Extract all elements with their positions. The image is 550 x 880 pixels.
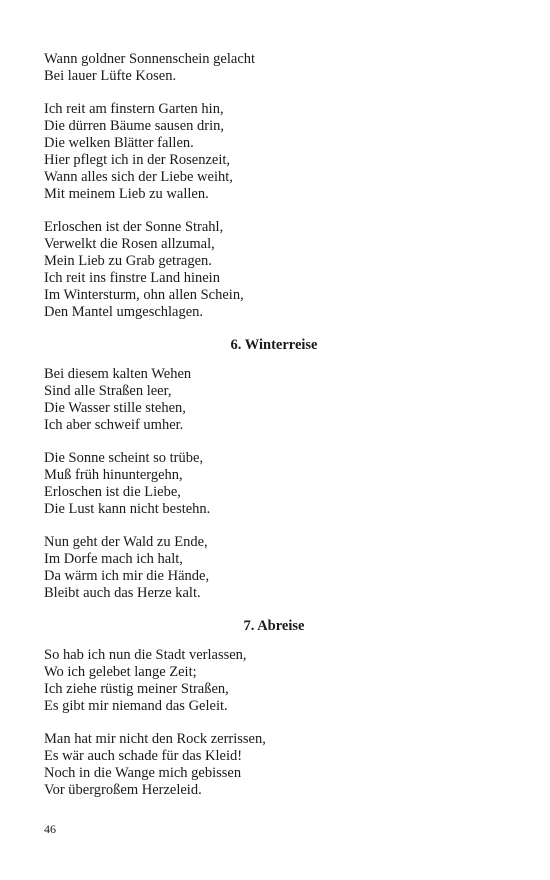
verse-line: Sind alle Straßen leer, [44, 383, 172, 399]
verse-line: Im Dorfe mach ich halt, [44, 551, 183, 567]
verse-line: Man hat mir nicht den Rock zerrissen, [44, 731, 266, 747]
stanza [44, 101, 504, 203]
verse-line: Ich reit ins finstre Land hinein [44, 270, 220, 286]
stanza [44, 51, 504, 85]
verse-line: Mein Lieb zu Grab getragen. [44, 253, 212, 269]
verse-line: Da wärm ich mir die Hände, [44, 568, 210, 584]
verse-line: Wann goldner Sonnenschein gelacht [44, 51, 256, 67]
verse-line: Die Lust kann nicht bestehn. [44, 501, 211, 517]
section-heading: 6. Winterreise [230, 337, 318, 353]
verse-line: Nun geht der Wald zu Ende, [44, 534, 208, 550]
verse-line: Den Mantel umgeschlagen. [44, 304, 204, 320]
verse-line: Bei diesem kalten Wehen [44, 366, 192, 382]
verse-line: Noch in die Wange mich gebissen [44, 765, 242, 781]
stanza [44, 366, 504, 434]
verse-line: Die welken Blätter fallen. [44, 135, 194, 151]
verse-line: Bei lauer Lüfte Kosen. [44, 68, 177, 84]
verse-line: Ich ziehe rüstig meiner Straßen, [44, 681, 229, 697]
verse-line: Bleibt auch das Herze kalt. [44, 585, 201, 601]
verse-line: Hier pflegt ich in der Rosenzeit, [44, 152, 231, 168]
verse-line: Mit meinem Lieb zu wallen. [44, 186, 209, 202]
stanza [44, 450, 504, 518]
poem-page [44, 51, 504, 815]
verse-line: Die dürren Bäume sausen drin, [44, 118, 224, 134]
verse-line: Vor übergroßem Herzeleid. [44, 782, 202, 798]
verse-line: So hab ich nun die Stadt verlassen, [44, 647, 247, 663]
verse-line: Im Wintersturm, ohn allen Schein, [44, 287, 244, 303]
verse-line: Wann alles sich der Liebe weiht, [44, 169, 233, 185]
stanza [44, 731, 504, 799]
section-heading: 7. Abreise [243, 618, 305, 634]
verse-line: Die Wasser stille stehen, [44, 400, 186, 416]
verse-line: Es wär auch schade für das Kleid! [44, 748, 243, 764]
verse-line: Erloschen ist der Sonne Strahl, [44, 219, 224, 235]
verse-line: Wo ich gelebet lange Zeit; [44, 664, 197, 680]
page-number: 46 [44, 822, 56, 836]
verse-line: Ich aber schweif umher. [44, 417, 184, 433]
stanza [44, 219, 504, 321]
verse-line: Erloschen ist die Liebe, [44, 484, 181, 500]
stanza [44, 534, 504, 602]
verse-line: Die Sonne scheint so trübe, [44, 450, 204, 466]
verse-line: Es gibt mir niemand das Geleit. [44, 698, 228, 714]
stanza [44, 647, 504, 715]
verse-line: Ich reit am finstern Garten hin, [44, 101, 224, 117]
verse-line: Verwelkt die Rosen allzumal, [44, 236, 215, 252]
verse-line: Muß früh hinuntergehn, [44, 467, 183, 483]
